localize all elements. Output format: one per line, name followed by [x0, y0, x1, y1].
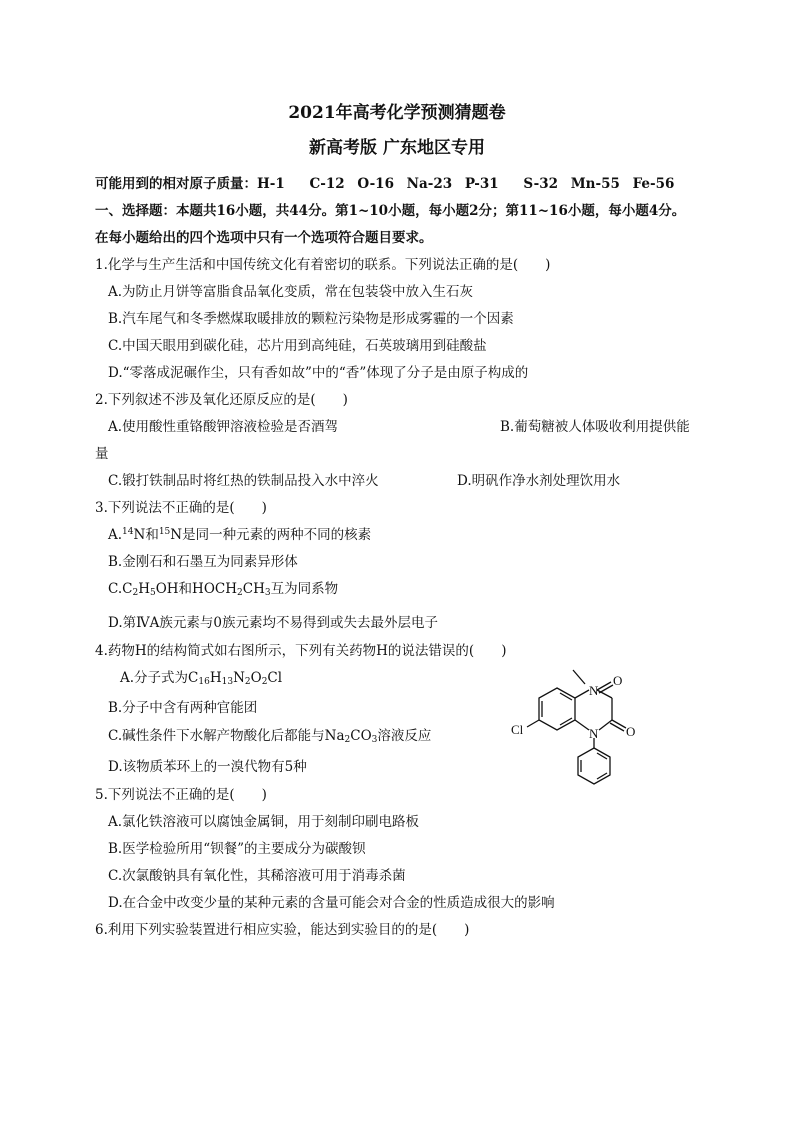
- q5-option-c: C.次氯酸钠具有氧化性，其稀溶液可用于消毒杀菌: [108, 868, 406, 884]
- q4-option-a: A.分子式为$C_{16}H_{13}N_2O_2Cl$: [120, 670, 283, 687]
- phenyl-ring: [578, 748, 610, 784]
- q1-option-d: D.“零落成泥碾作尘，只有香如故”中的“香”体现了分子是由原子构成的: [108, 365, 529, 381]
- section-heading-line1: 一、选择题：本题共16小题，共44分。第1~10小题，每小题2分；第11~16小题，每小题4分。: [95, 203, 686, 219]
- page-subtitle: 新高考版 广东地区专用: [309, 138, 485, 158]
- atomic-mass-line: [95, 172, 674, 192]
- q2-option-b: B.葡萄糖被人体吸收利用提供能: [500, 419, 690, 435]
- q4-stem: 4.药物H的结构简式如右图所示，下列有关药物H的说法错误的( ): [95, 643, 507, 659]
- oxygen-2-label: O: [626, 724, 636, 739]
- q1-option-a: A.为防止月饼等富脂食品氧化变质，常在包装袋中放入生石灰: [108, 284, 474, 300]
- q3-option-a: A.$^{14}$N和$^{15}$N是同一种元素的两种不同的核素: [108, 527, 372, 543]
- atomic-mass-fe: Fe-56: [632, 176, 675, 192]
- q1-stem: 1.化学与生产生活和中国传统文化有着密切的联系。下列说法正确的是( ): [95, 257, 551, 273]
- chlorine-label: Cl: [511, 722, 524, 737]
- atomic-mass-mn: Mn-55: [570, 176, 620, 192]
- drug-h-structure-diagram: [511, 660, 665, 785]
- q1-option-b: B.汽车尾气和冬季燃煤取暖排放的颗粒污染物是形成雾霾的一个因素: [108, 311, 514, 327]
- q2-stem: 2.下列叙述不涉及氧化还原反应的是( ): [95, 392, 348, 408]
- atomic-mass-s: S-32: [523, 176, 559, 192]
- q5-option-d: D.在合金中改变少量的某种元素的含量可能会对合金的性质造成很大的影响: [108, 895, 555, 911]
- atomic-mass-p: P-31: [464, 176, 499, 192]
- nitrogen-2-label: N: [589, 726, 599, 741]
- page-title: 2021年高考化学预测猜题卷: [288, 103, 506, 123]
- q2-option-a: A.使用酸性重铬酸钾溶液检验是否酒驾: [108, 419, 339, 435]
- q3-stem: 3.下列说法不正确的是( ): [95, 500, 267, 516]
- q3-option-d: D.第ⅣA族元素与0族元素均不易得到或失去最外层电子: [108, 615, 438, 631]
- fused-benzene-ring: [539, 688, 575, 730]
- q2-option-c: C.锻打铁制品时将红热的铁制品投入水中淬火: [108, 473, 379, 489]
- q5-stem: 5.下列说法不正确的是( ): [95, 787, 267, 803]
- atomic-mass-na: Na-23: [406, 176, 453, 192]
- q3-option-b: B.金刚石和石墨互为同素异形体: [108, 554, 298, 570]
- q2-option-d: D.明矾作净水剂处理饮用水: [457, 473, 621, 489]
- oxygen-1-label: O: [613, 673, 623, 688]
- q6-stem: 6.利用下列实验装置进行相应实验，能达到实验目的的是( ): [95, 922, 470, 938]
- nitrogen-1-label: N: [589, 683, 599, 698]
- methyl-bond: [573, 670, 585, 684]
- q5-option-b: B.医学检验所用“钡餐”的主要成分为碳酸钡: [108, 841, 366, 857]
- q2-option-b-continued: 量: [95, 446, 109, 462]
- section-heading-line2: 在每小题给出的四个选项中只有一个选项符合题目要求。: [95, 230, 433, 246]
- atomic-mass-c: C-12: [309, 176, 345, 192]
- q4-option-b: B.分子中含有两种官能团: [108, 700, 258, 716]
- q3-option-c: $C.C_2H_5OH$和$HOCH_2CH_3$互为同系物: [108, 581, 339, 598]
- q5-option-a: A.氯化铁溶液可以腐蚀金属铜，用于刻制印刷电路板: [108, 814, 420, 830]
- atomic-mass-label: 可能用到的相对原子质量：: [95, 176, 257, 192]
- atomic-mass-h: H-1: [257, 176, 285, 192]
- q4-option-d: D.该物质苯环上的一溴代物有5种: [108, 759, 307, 775]
- atomic-mass-o: O-16: [357, 176, 394, 192]
- q4-option-c: C.碱性条件下水解产物酸化后都能与$Na_2CO_3$溶液反应: [108, 728, 432, 745]
- q1-option-c: C.中国天眼用到碳化硅，芯片用到高纯硅，石英玻璃用到硅酸盐: [108, 338, 487, 354]
